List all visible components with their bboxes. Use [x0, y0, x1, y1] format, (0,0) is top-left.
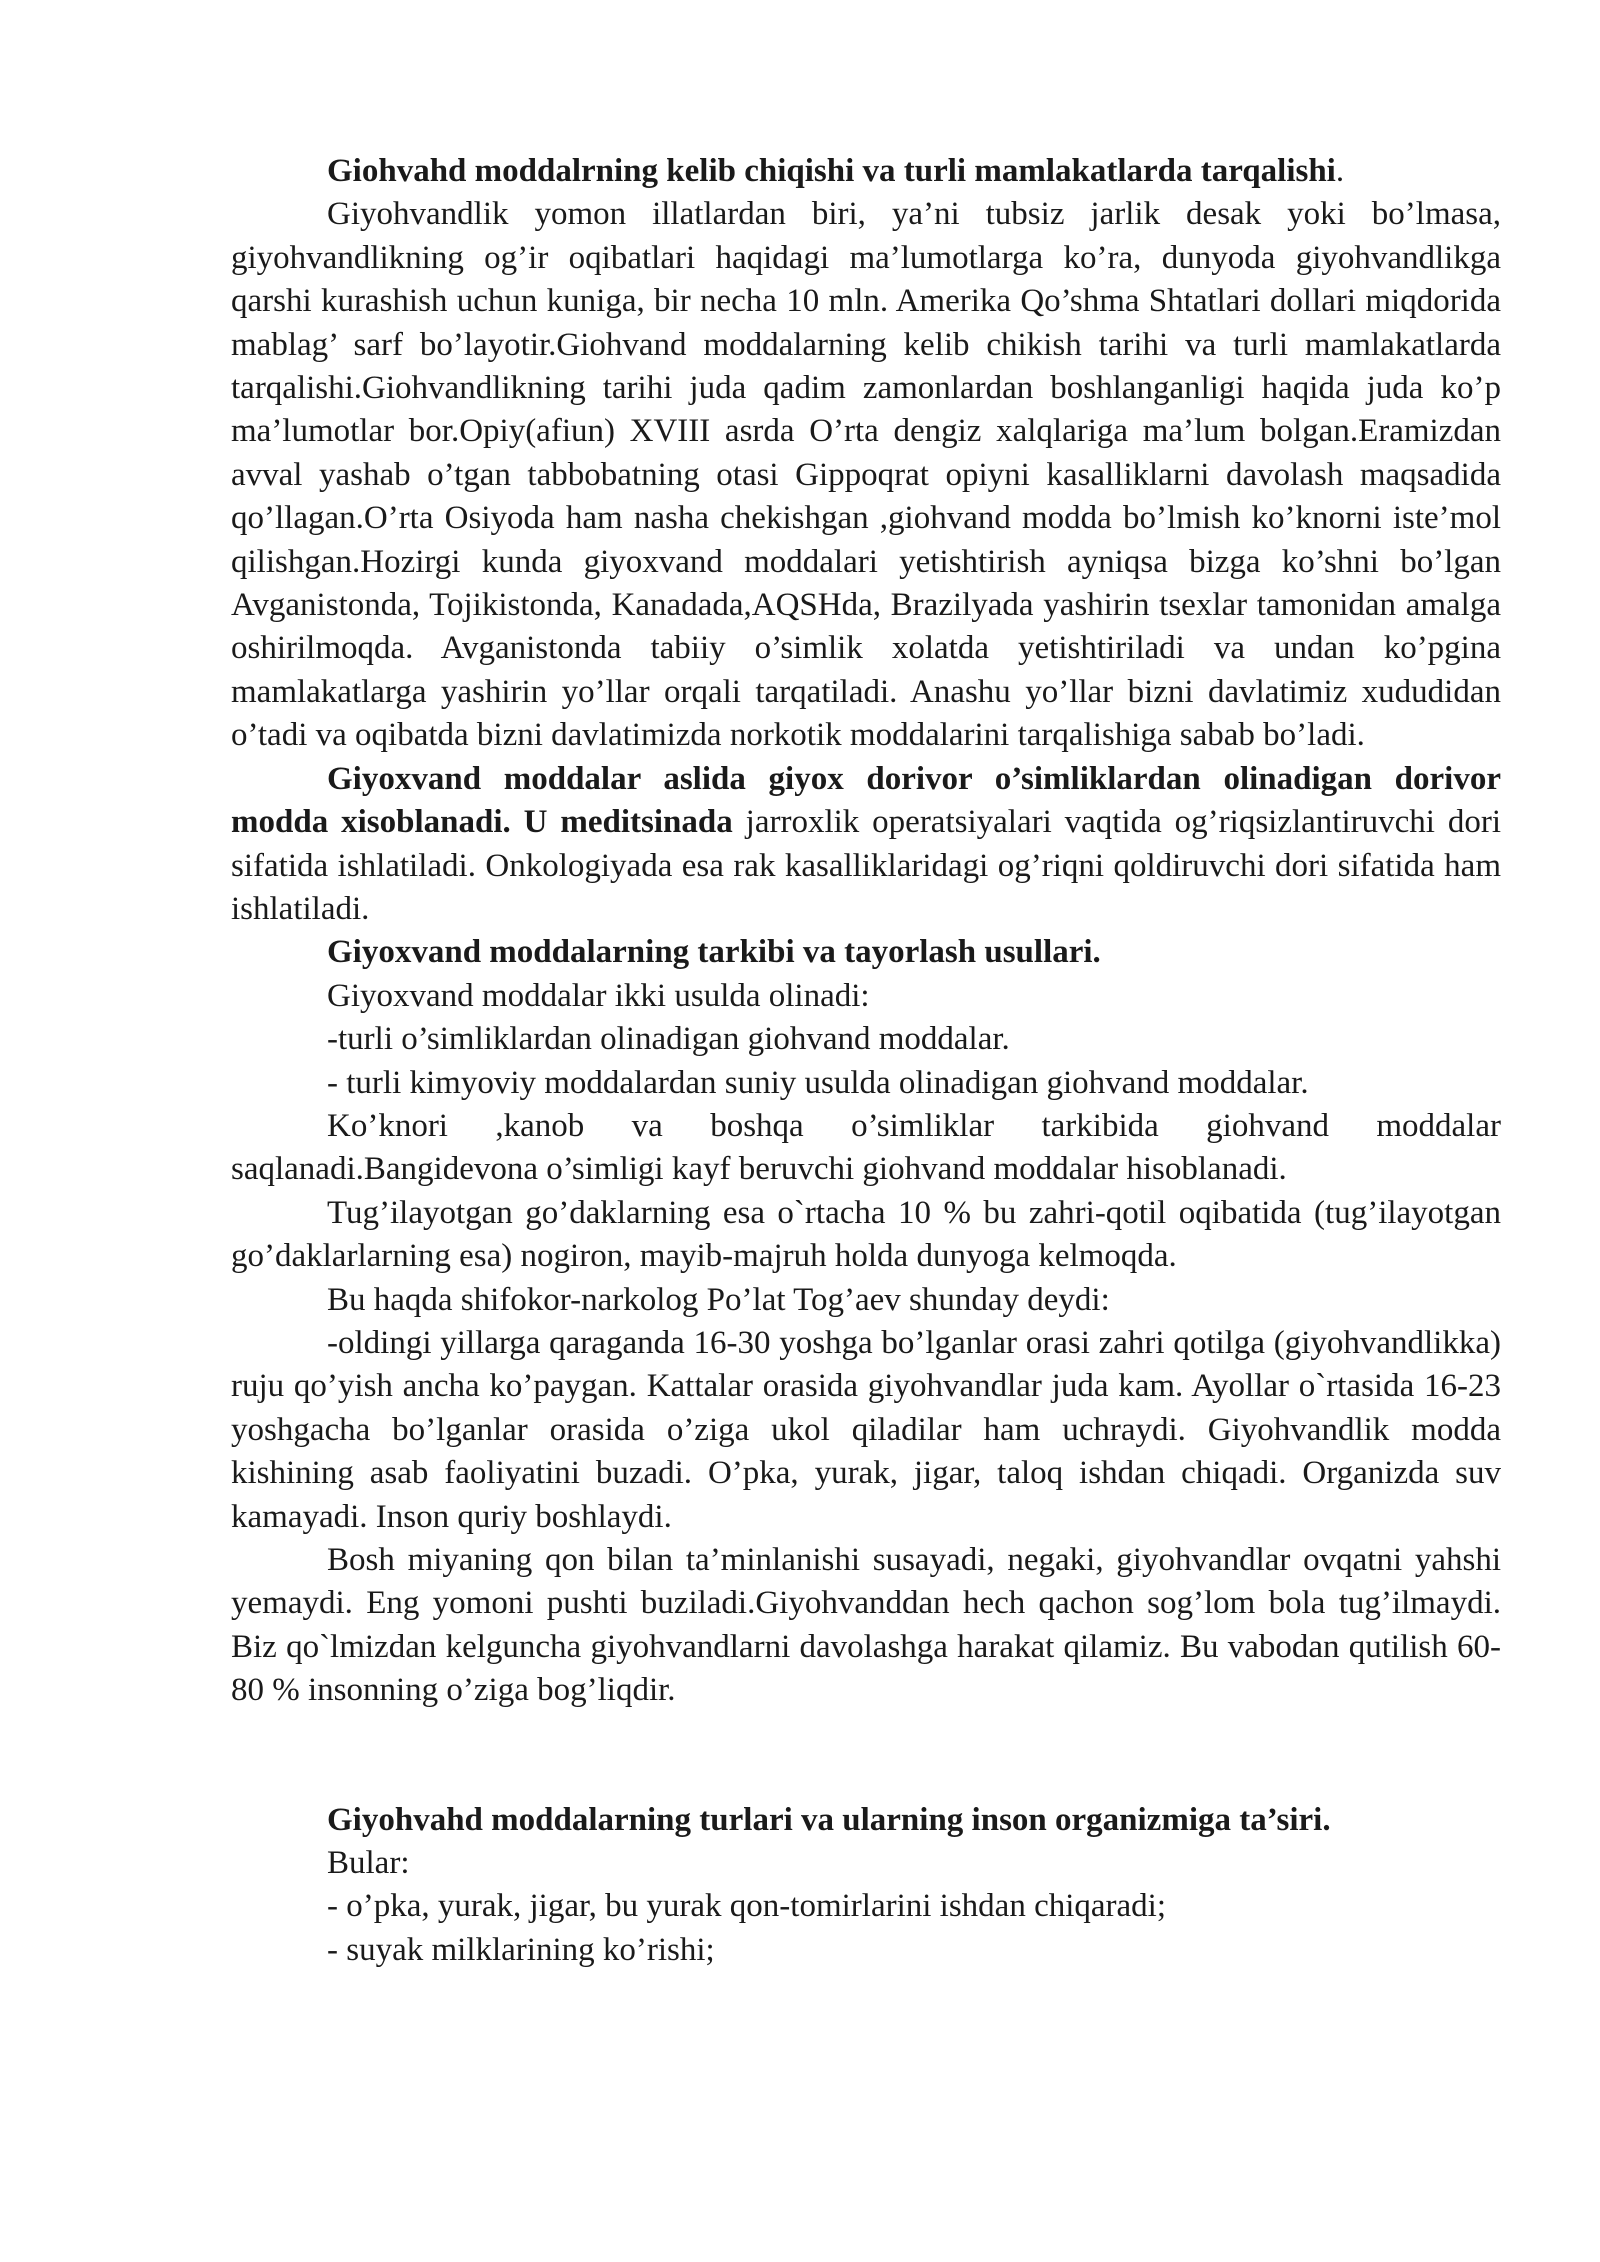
list-item-bones: - suyak milklarining ko’rishi;	[327, 1931, 715, 1968]
paragraph-medical-use	[231, 758, 1501, 932]
paragraph-quote: -oldingi yillarga qaraganda 16-30 yoshga bo’lganlar orasi zahri qotilga (giyohvandlikka) ruju qo’yish ancha ko’paygan. Kattalar orasida giyohvandlar juda kam. Ayollar o`rtasida 16-23 yoshgacha bo’lganlar orasida o’ziga ukol qiladilar ham uchraydi. Giyohvandlik modda kishining asab faoliyatini buzadi. O’pka, yurak, jigar, taloq ishdan chiqadi. Organizda suv kamayadi. Inson quriy boshlaydi.	[231, 1324, 1501, 1535]
list-item-chemicals: - turli kimyoviy moddalardan suniy usulda olinadigan giohvand moddalar.	[327, 1064, 1309, 1101]
section-spacer	[231, 1713, 1501, 1799]
list-item-organs: - o’pka, yurak, jigar, bu yurak qon-tomirlarini ishdan chiqaradi;	[327, 1888, 1167, 1925]
paragraph-plants: Ko’knori ,kanob va boshqa o’simliklar tarkibida giohvand moddalar saqlanadi.Bangidevona o’simligi kayf beruvchi giohvand moddalar hisoblanadi.	[231, 1107, 1501, 1188]
paragraph-list-intro: Bular:	[327, 1845, 410, 1882]
document-page	[231, 150, 1501, 1972]
heading-period: .	[1335, 153, 1345, 189]
paragraph-quote-intro: Bu haqda shifokor-narkolog Po’lat Tog’aev shunday deydi:	[327, 1281, 1110, 1318]
paragraph-newborns: Tug’ilayotgan go’daklarning esa o`rtacha 10 % bu zahri-qotil oqibatida (tug’ilayotgan go’daklarlarning esa) nogiron, mayib-majruh holda dunyoga kelmoqda.	[231, 1194, 1501, 1275]
paragraph-history: Giyohvandlik yomon illatlardan biri, ya’ni tubsiz jarlik desak yoki bo’lmasa, giyohvandlikning og’ir oqibatlari haqidagi ma’lumotlarga ko’ra, dunyoda giyohvandlikga qarshi kurashish uchun kuniga, bir necha 10 mln. Amerika Qo’shma Shtatlari dollari miqdorida mablag’ sarf bo’layotir.Giohvand moddalarning kelib chikish tarihi va turli mamlakatlarda tarqalishi.Giohvandlikning tarihi juda qadim zamonlardan boshlanganligi haqida juda ko’p ma’lumotlar bor.Opiy(afiun) XVIII asrda O’rta dengiz xalqlariga ma’lum bolgan.Eramizdan avval yashab o’tgan tabbobatning otasi Gippoqrat opiyni kasalliklarni davolash maqsadida qo’llagan.O’rta Osiyoda ham nasha chekishgan ,giohvand modda bo’lmish ko’knorni iste’mol qilishgan.Hozirgi kunda giyoxvand moddalari yetishtirish ayniqsa bizga ko’shni bo’lgan Avganistonda, Tojikistonda, Kanadada,AQSHda, Brazilyada yashirin tsexlar tamonidan amalga oshirilmoqda. Avganistonda tabiiy o’simlik xolatda yetishtiriladi va undan ko’pgina mamlakatlarga yashirin yo’llar orqali tarqatiladi. Anashu yo’llar bizni davlatimiz xududidan o’tadi va oqibatda bizni davlatimizda norkotik moddalarini tarqalishiga sabab bo’ladi.	[231, 196, 1501, 754]
paragraph-consequences: Bosh miyaning qon bilan ta’minlanishi susayadi, negaki, giyohvandlar ovqatni yahshi yemaydi. Eng yomoni pushti buziladi.Giyohvanddan hech qachon sog’lom bola tug’ilmaydi. Biz qo`lmizdan kelguncha giyohvandlarni davolashga harakat qilamiz. Bu vabodan qutilish 60-80 % insonning o’ziga bog’liqdir.	[231, 1542, 1501, 1709]
section-heading-types: Giyohvahd moddalarning turlari va ularning inson organizmiga ta’siri.	[327, 1801, 1331, 1838]
section-heading-composition: Giyoxvand moddalarning tarkibi va tayorlash usullari.	[327, 934, 1101, 971]
heading-text: Giohvahd moddalrning kelib chiqishi va turli mamlakatlarda tarqalishi	[327, 153, 1336, 189]
section-heading-origin	[231, 150, 1501, 193]
paragraph-bold-lead: Giyoxvand moddalar aslida giyox dorivor o’simliklardan olinadigan dorivor modda xisoblanadi. U meditsinada	[231, 760, 1501, 841]
paragraph-rest: jarroxlik operatsiyalari vaqtida og’riqsizlantiruvchi dori sifatida ishlatiladi. Onkologiyada esa rak kasalliklaridagi og’riqni qoldiruvchi dori sifatida ham ishlatiladi.	[231, 804, 1501, 927]
list-item-plants: -turli o’simliklardan olinadigan giohvand moddalar.	[327, 1021, 1010, 1058]
paragraph-methods-intro: Giyoxvand moddalar ikki usulda olinadi:	[327, 977, 870, 1014]
